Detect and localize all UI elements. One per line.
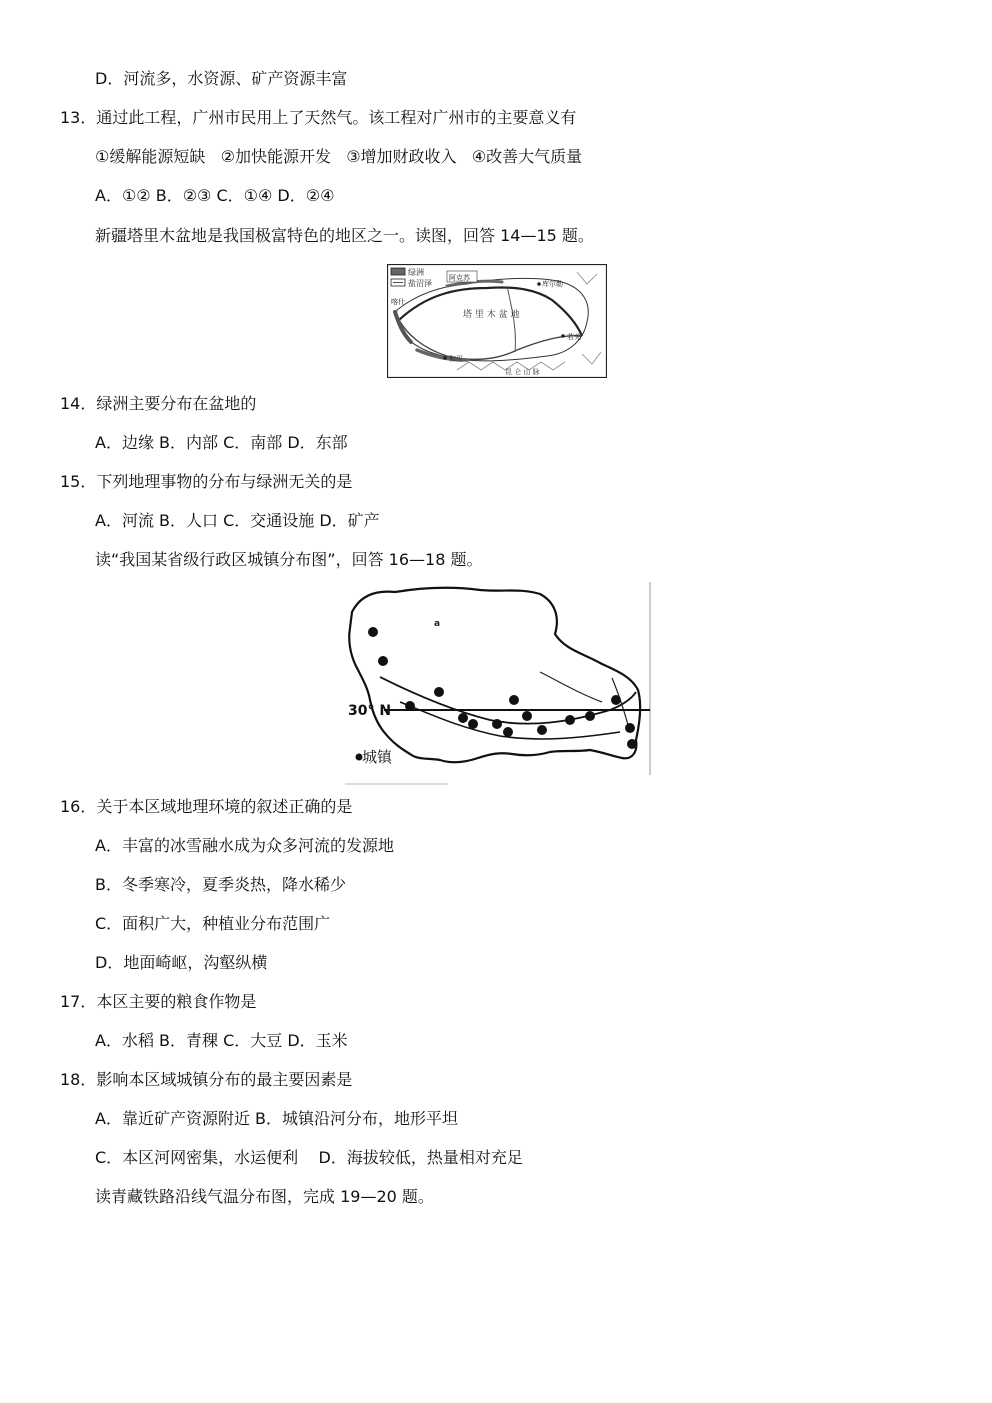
question-13: 13．通过此工程，广州市民用上了天然气。该工程对广州市的主要意义有 <box>60 108 577 127</box>
mountain-label: 昆 仑 山 脉 <box>505 368 540 376</box>
q16-option-b: B．冬季寒冷，夏季炎热，降水稀少 <box>95 875 346 894</box>
q18-options-ab: A．靠近矿产资源附近 B．城镇沿河分布，地形平坦 <box>95 1109 459 1128</box>
province-town-map <box>340 582 652 787</box>
legend-salt-marsh: 盐沼泽 <box>408 279 432 288</box>
legend-town: 城镇 <box>362 748 393 766</box>
question-14: 14．绿洲主要分布在盆地的 <box>60 394 257 413</box>
tarim-basin-map <box>387 264 607 378</box>
city-kashgar: 喀什 <box>391 298 405 306</box>
q16-option-a: A．丰富的冰雪融水成为众多河流的发源地 <box>95 836 394 855</box>
basin-label: 塔 里 木 盆 地 <box>463 310 520 320</box>
question-17: 17．本区主要的粮食作物是 <box>60 992 257 1011</box>
q15-options: A．河流 B．人口 C．交通设施 D．矿产 <box>95 511 380 530</box>
city-hotan: 和田 <box>449 355 463 363</box>
q16-option-d: D．地面崎岖，沟壑纵横 <box>95 953 268 972</box>
q17-options: A．水稻 B．青稞 C．大豆 D．玉米 <box>95 1031 348 1050</box>
legend-oasis: 绿洲 <box>408 268 424 277</box>
question-18: 18．影响本区域城镇分布的最主要因素是 <box>60 1070 353 1089</box>
intro-14-15: 新疆塔里木盆地是我国极富特色的地区之一。读图，回答 14—15 题。 <box>95 226 594 245</box>
intro-16-18: 读“我国某省级行政区城镇分布图”，回答 16—18 题。 <box>95 550 483 569</box>
city-korla: 库尔勒 <box>542 280 563 288</box>
question-15: 15．下列地理事物的分布与绿洲无关的是 <box>60 472 353 491</box>
q16-option-c: C．面积广大，种植业分布范围广 <box>95 914 331 933</box>
q18-options-cd: C．本区河网密集，水运便利 D．海拔较低，热量相对充足 <box>95 1148 523 1167</box>
city-ruoqiang: 若羌 <box>567 333 581 341</box>
q13-options: A．①② B．②③ C．①④ D．②④ <box>95 186 335 205</box>
q13-statements: ①缓解能源短缺 ②加快能源开发 ③增加财政收入 ④改善大气质量 <box>95 147 583 166</box>
option-12d: D．河流多，水资源、矿产资源丰富 <box>95 69 348 88</box>
svg-text:a: a <box>434 619 441 629</box>
city-aksu: 阿克苏 <box>449 274 470 282</box>
intro-19-20: 读青藏铁路沿线气温分布图，完成 19—20 题。 <box>95 1187 434 1206</box>
latitude-label: 30° N <box>348 703 392 719</box>
question-16: 16．关于本区域地理环境的叙述正确的是 <box>60 797 353 816</box>
q14-options: A．边缘 B．内部 C．南部 D．东部 <box>95 433 348 452</box>
